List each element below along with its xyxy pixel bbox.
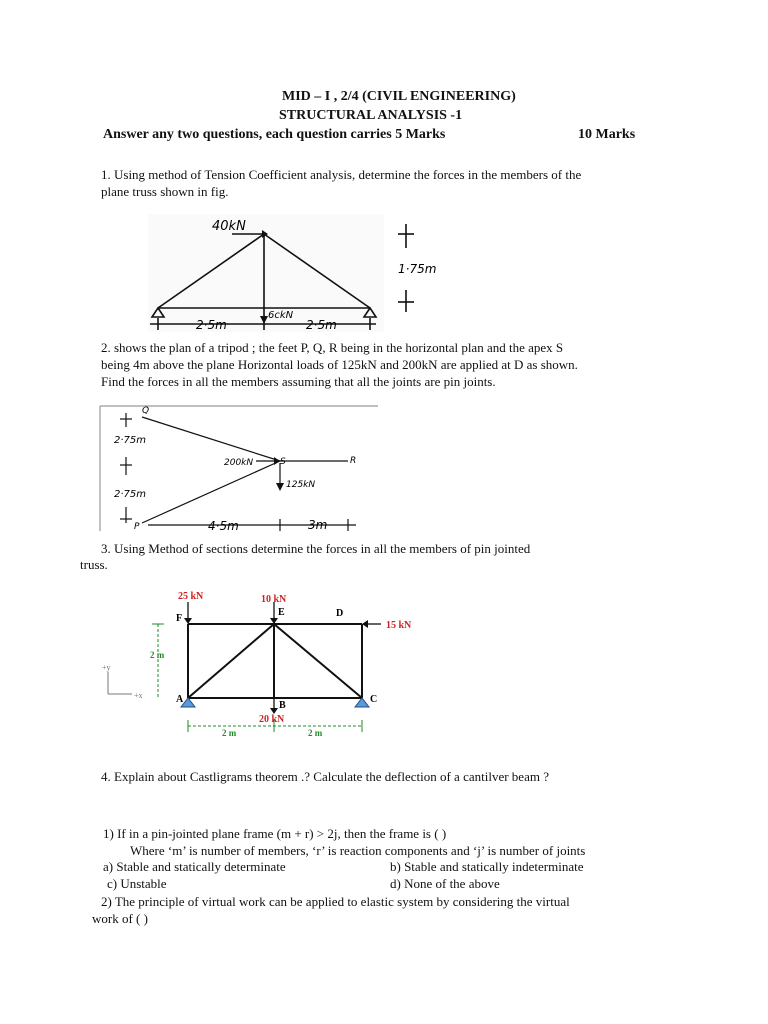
member-ps	[142, 461, 280, 523]
q2-span-right-label: 3m	[308, 518, 328, 532]
q2-dim-top-label: 2·75m	[114, 435, 147, 446]
member-ec	[274, 624, 362, 698]
axis-x-label: +x	[134, 691, 143, 700]
q3-height-label: 2 m	[150, 650, 165, 660]
exam-title: MID – I , 2/4 (CIVIL ENGINEERING)	[282, 89, 516, 104]
mcq1-question: 1) If in a pin-jointed plane frame (m + r) > 2j, then the frame is ( )	[103, 826, 447, 841]
node-d-label: D	[336, 608, 344, 619]
q1-height-label: 1·75m	[398, 262, 437, 276]
q3-span-right-label: 2 m	[308, 728, 323, 738]
q1-span-right-label: 2·5m	[306, 318, 337, 332]
node-f-label: F	[176, 613, 183, 624]
figure-background	[148, 214, 384, 332]
node-c-label: C	[370, 694, 378, 705]
q2-node-p-label: P	[134, 522, 140, 532]
q2-load-125-label: 125kN	[286, 480, 316, 490]
q3-text-line1: 3. Using Method of sections determine the forces in all the members of pin jointed	[101, 541, 531, 556]
q2-tripod-figure	[96, 403, 386, 533]
q4-text: 4. Explain about Castligrams theorem .? Calculate the deflection of a cantilver beam ?	[101, 769, 549, 784]
subject-title: STRUCTURAL ANALYSIS -1	[279, 108, 463, 123]
right-support-icon	[355, 698, 369, 707]
q3-truss-figure	[96, 586, 426, 746]
arrowhead-125kn-icon	[276, 483, 284, 491]
mcq1-option-b: b) Stable and statically indeterminate	[390, 859, 584, 874]
q3-text-line2: truss.	[80, 557, 108, 572]
q2-text-line1: 2. shows the plan of a tripod ; the feet P, Q, R being in the horizontal plan and the apex S	[101, 340, 564, 355]
q1-span-left-label: 2·5m	[196, 318, 227, 332]
total-marks: 10 Marks	[578, 127, 636, 142]
q1-text-line1: 1. Using method of Tension Coefficient analysis, determine the forces in the members of the	[101, 167, 582, 182]
mcq2-question-line2: work of ( )	[92, 911, 148, 926]
q3-load-f-label: 25 kN	[178, 591, 204, 602]
q2-load-200-label: 200kN	[224, 458, 254, 468]
node-a-label: A	[176, 694, 184, 705]
q3-load-b-label: 20 kN	[259, 714, 285, 725]
q3-load-d-label: 15 kN	[386, 620, 412, 631]
q3-load-e-label: 10 kN	[261, 594, 287, 605]
q3-span-left-label: 2 m	[222, 728, 237, 738]
q1-load-bottom-label: 6ckN	[268, 310, 294, 321]
q2-text-line2: being 4m above the plane Horizontal loads of 125kN and 200kN are applied at D as shown.	[101, 357, 578, 372]
q2-dim-bottom-label: 2·75m	[114, 489, 147, 500]
instructions: Answer any two questions, each question carries 5 Marks	[103, 127, 446, 142]
node-e-label: E	[278, 607, 285, 618]
node-b-label: B	[279, 700, 286, 711]
member-ae	[188, 624, 274, 698]
mcq1-option-a: a) Stable and statically determinate	[103, 859, 286, 874]
mcq1-option-d: d) None of the above	[390, 876, 500, 891]
q1-truss-figure	[140, 214, 440, 334]
q1-text-line2: plane truss shown in fig.	[101, 184, 229, 199]
q2-span-left-label: 4·5m	[208, 519, 239, 533]
q2-node-q-label: Q	[142, 406, 150, 416]
mcq2-question-line1: 2) The principle of virtual work can be applied to elastic system by considering the virtual	[101, 894, 570, 909]
axis-y-label: +y	[102, 663, 111, 672]
member-qs	[142, 417, 280, 461]
q2-node-s-label: S	[280, 457, 286, 467]
q1-load-top-label: 40kN	[212, 219, 246, 234]
q2-node-r-label: R	[350, 456, 357, 466]
q2-text-line3: Find the forces in all the members assuming that all the joints are pin joints.	[101, 374, 496, 389]
mcq1-option-c: c) Unstable	[107, 876, 167, 891]
mcq1-note: Where ‘m’ is number of members, ‘r’ is reaction components and ‘j’ is number of joints	[130, 843, 586, 858]
